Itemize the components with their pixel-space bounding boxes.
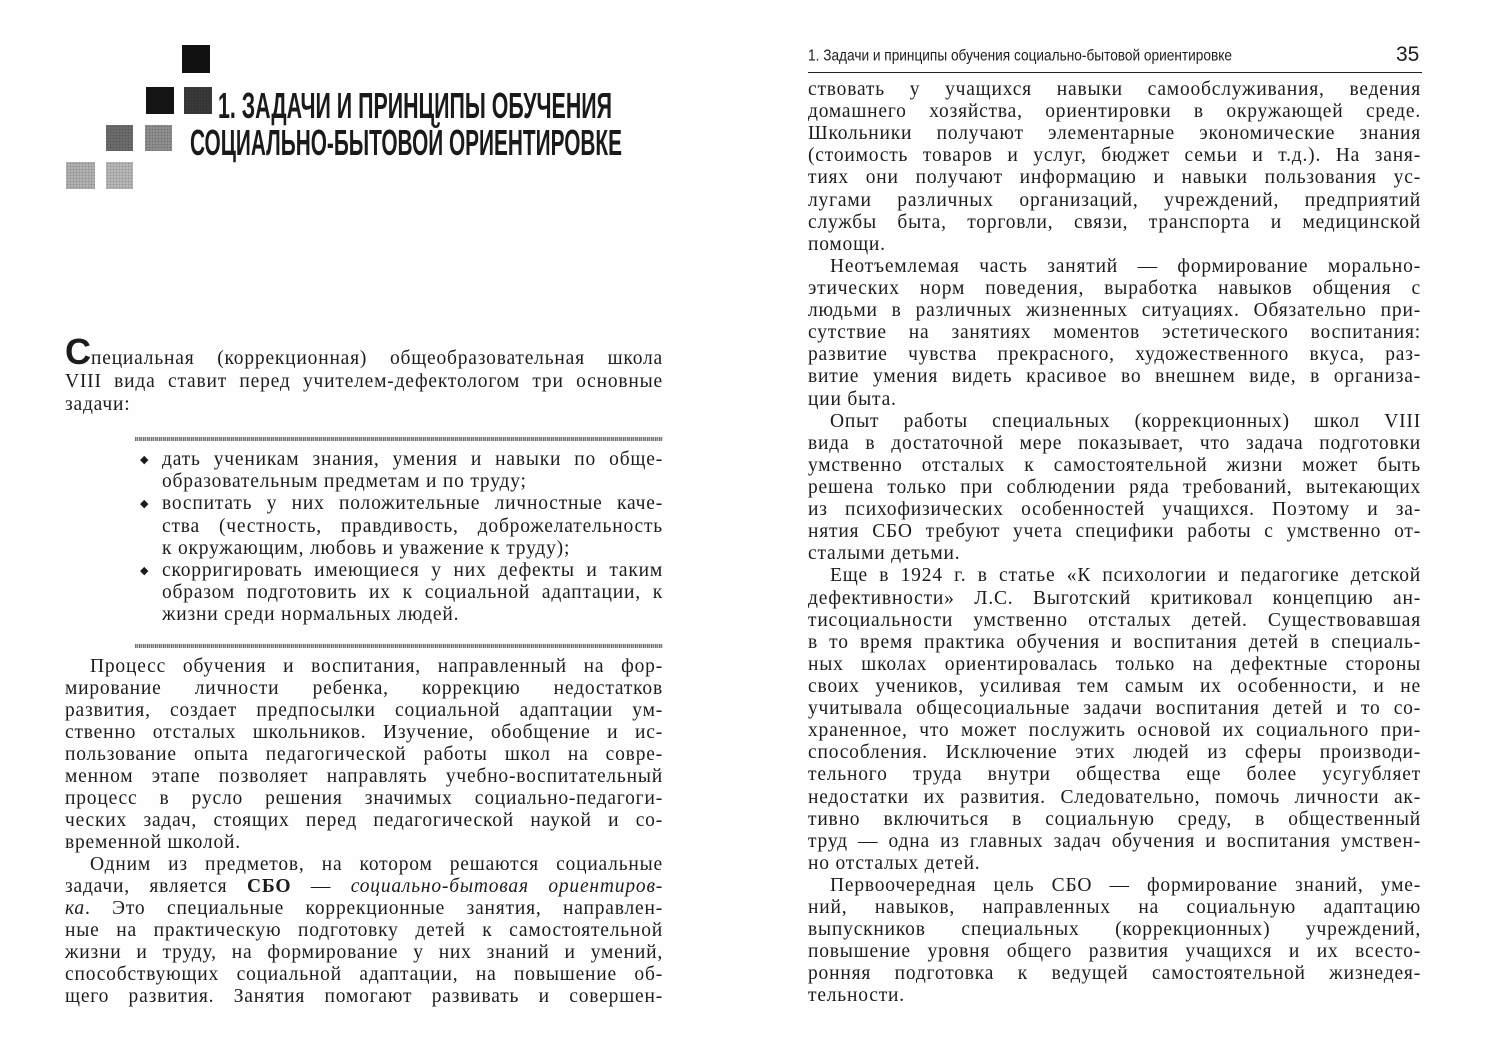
paragraph [65, 854, 663, 1008]
text-line: своих учеников, усиливая тем самым их особенности, и не [808, 675, 1421, 697]
text-line: жизни и труду, на формирование у них знаний и умений, [65, 942, 663, 963]
paragraph [808, 875, 1421, 1008]
bullet-item [140, 560, 663, 627]
decorative-square [106, 125, 133, 151]
text-run: пециальная (коррекционная) общеобразовательная школа [91, 348, 663, 369]
text-line: образом подготовить их к социальной адаптации, к [162, 582, 663, 604]
text-line: дефективности» Л.С. Выготский критиковал концепцию ан- [808, 587, 1421, 609]
text-line: VIII вида ставит перед учителем-дефектологом три основные [65, 371, 663, 392]
text-line: людьми в различных жизненных ситуациях. Обязательно при- [808, 300, 1421, 322]
header-rule [808, 72, 1422, 73]
text-line: помощи. [808, 233, 886, 255]
text-line: ства (честность, правдивость, доброжелательность [162, 515, 663, 537]
diamond-bullet-icon: ◆ [140, 453, 149, 466]
bullet-text [162, 449, 663, 493]
text-line: тельности. [808, 985, 905, 1007]
text-line: тивно включиться в социальную среду, в общественный [808, 808, 1421, 830]
text-line: службы быта, торговли, связи, транспорта и медицинской [808, 211, 1421, 233]
text-line: недостатки их развития. Следовательно, помочь личности ак- [808, 786, 1421, 808]
text-line: ственно отсталых школьников. Изучение, обобщение и ис- [65, 722, 663, 743]
bullet-item [140, 493, 663, 560]
text-line: храненное, что может послужить основой их социального при- [808, 720, 1421, 742]
text-line [65, 876, 663, 898]
text-line: домашнего хозяйства, ориентировки в окружающей среде. [808, 101, 1421, 123]
text-line: ствовать у учащихся навыки самообслуживания, ведения [808, 79, 1421, 100]
text-line: временной школой. [65, 832, 241, 853]
text-line: ции быта. [808, 388, 897, 410]
text-line: мирование личности ребенка, коррекцию недостатков [65, 678, 663, 699]
text-line: менном этапе позволяет направлять учебно-воспитательный [65, 766, 663, 787]
text-line: решена только при соблюдении ряда требований, вытекающих [808, 476, 1421, 498]
text-line: ний, навыков, направленных на социальную адаптацию [808, 897, 1421, 919]
text-line: тиях они получают информацию и навыки пользования ус- [808, 167, 1421, 189]
italic-term: социально-бытовая ориентиров- [350, 876, 663, 897]
text-line: лугами различных организаций, учреждений, предприятий [808, 189, 1421, 211]
text-line: сталыми детьми. [808, 543, 961, 565]
text-line: жизни среди нормальных людей. [162, 604, 460, 626]
text-line: Неотъемлемая часть занятий — формирование морально- [830, 255, 1421, 277]
text-line: задачи: [65, 394, 131, 415]
text-line: Школьники получают элементарные экономические знания [808, 123, 1421, 145]
text-line: развитие чувства прекрасного, художественного вкуса, раз- [808, 344, 1421, 366]
text-run: . Это специальные коррекционные занятия, направлен- [85, 898, 663, 919]
text-line: но отсталых детей. [808, 852, 981, 874]
section-rule [135, 437, 663, 441]
paragraph [808, 411, 1421, 566]
text-line: щего развития. Занятия помогают развивать и совершен- [65, 986, 663, 1007]
decorative-square [106, 162, 133, 189]
bullet-item [140, 449, 663, 493]
text-line: выпускников специальных (коррекционных) учреждений, [808, 919, 1421, 941]
text-run: — [291, 876, 351, 897]
text-line: сутствие на занятиях моментов эстетического воспитания: [808, 322, 1421, 344]
text-line: скорригировать имеющиеся у них дефекты и таким [162, 559, 663, 581]
text-line: Первоочередная цель СБО — формирование знаний, уме- [830, 874, 1421, 896]
bullet-list [140, 449, 663, 627]
text-line: из психофизических особенностей учащихся. Поэтому и за- [808, 499, 1421, 521]
text-line: тисоциальности умственно отсталых детей. Существовавшая [808, 609, 1421, 631]
text-line: ческих задач, стоящих перед педагогической наукой и со- [65, 810, 663, 831]
bullet-text [162, 493, 663, 560]
text-line: развития, создает предпосылки социальной адаптации ум- [65, 700, 663, 721]
decorative-square [145, 125, 172, 151]
body-text [65, 656, 663, 1008]
text-line: Одним из предметов, на котором решаются социальные [90, 854, 663, 875]
page-number: 35 [1396, 43, 1420, 66]
text-line: умственно отсталых к самостоятельной жизни может быть [808, 454, 1421, 476]
text-line: в то время практика обучения и воспитания детей в специаль- [808, 631, 1421, 653]
text-line: ных школах ориентировалась только на дефектные стороны [808, 653, 1421, 675]
decorative-square [66, 162, 95, 189]
running-header-text: 1. Задачи и принципы обучения социально-бытовой ориентировке [808, 47, 1233, 65]
text-run: задачи, является [65, 876, 247, 897]
paragraph [65, 331, 663, 416]
text-line: ронняя подготовка к ведущей самостоятельной жизнедея- [808, 963, 1421, 985]
chapter-title-line: СОЦИАЛЬНО-БЫТОВОЙ ОРИЕНТИРОВКЕ [190, 122, 938, 163]
chapter-title-line: 1. ЗАДАЧИ И ПРИНЦИПЫ ОБУЧЕНИЯ [218, 85, 612, 126]
paragraph [808, 79, 1421, 256]
text-line: труд — одна из главных задач обучения и воспитания умствен- [808, 830, 1421, 852]
text-line [65, 331, 663, 372]
text-line: процесс в русло решения значимых социально-педагоги- [65, 788, 663, 809]
decorative-square [182, 45, 210, 73]
text-line: воспитать у них положительные личностные каче- [162, 493, 663, 515]
text-line: способления. Исключение этих людей из сферы производи- [808, 742, 1421, 764]
text-line: Еще в 1924 г. в статье «К психологии и педагогике детской [830, 565, 1421, 587]
running-header [808, 42, 1248, 68]
italic-term: ка [65, 898, 85, 919]
paragraph [808, 565, 1421, 875]
chapter-title [180, 80, 938, 165]
bullet-text [162, 560, 663, 627]
drop-cap-letter: С [65, 331, 91, 372]
body-text [808, 79, 1421, 1008]
text-line: этических норм поведения, выработка навыков общения с [808, 277, 1421, 299]
text-line: пользование опыта педагогической работы школ на совре- [65, 744, 663, 765]
section-rule [135, 644, 663, 648]
diamond-bullet-icon: ◆ [140, 563, 149, 577]
text-line: способствующих социальной адаптации, на повышение об- [65, 964, 663, 985]
text-line: ные на практическую подготовку детей к самостоятельной [65, 920, 663, 941]
text-line: дать ученикам знания, умения и навыки по обще- [162, 449, 663, 470]
text-line: (стоимость товаров и услуг, бюджет семьи и т.д.). На заня- [808, 145, 1421, 167]
text-line: тельного труда внутри общества еще более усугубляет [808, 764, 1421, 786]
text-line: к окружающим, любовь и уважение к труду); [162, 537, 571, 559]
text-line: вида в достаточной мере показывает, что задача подготовки [808, 432, 1421, 454]
paragraph [65, 656, 663, 854]
intro-text [65, 331, 663, 416]
text-line: повышение уровня общего развития учащихся и их всесто- [808, 941, 1421, 963]
bold-term: СБО [246, 876, 292, 897]
text-line: Опыт работы специальных (коррекционных) школ VIII [830, 410, 1421, 432]
text-line: витие умения видеть красивое во внешнем виде, в организа- [808, 366, 1421, 388]
paragraph [808, 256, 1421, 411]
text-line: учитывала общесоциальные задачи воспитания детей и то со- [808, 698, 1421, 720]
text-line [65, 898, 663, 920]
diamond-bullet-icon: ◆ [140, 497, 149, 511]
text-line: образовательным предметам и по труду; [162, 471, 527, 493]
text-line: Процесс обучения и воспитания, направленный на фор- [90, 656, 663, 677]
text-line: нятия СБО требуют учета специфики работы с умственно от- [808, 521, 1421, 543]
decorative-square [146, 87, 174, 114]
